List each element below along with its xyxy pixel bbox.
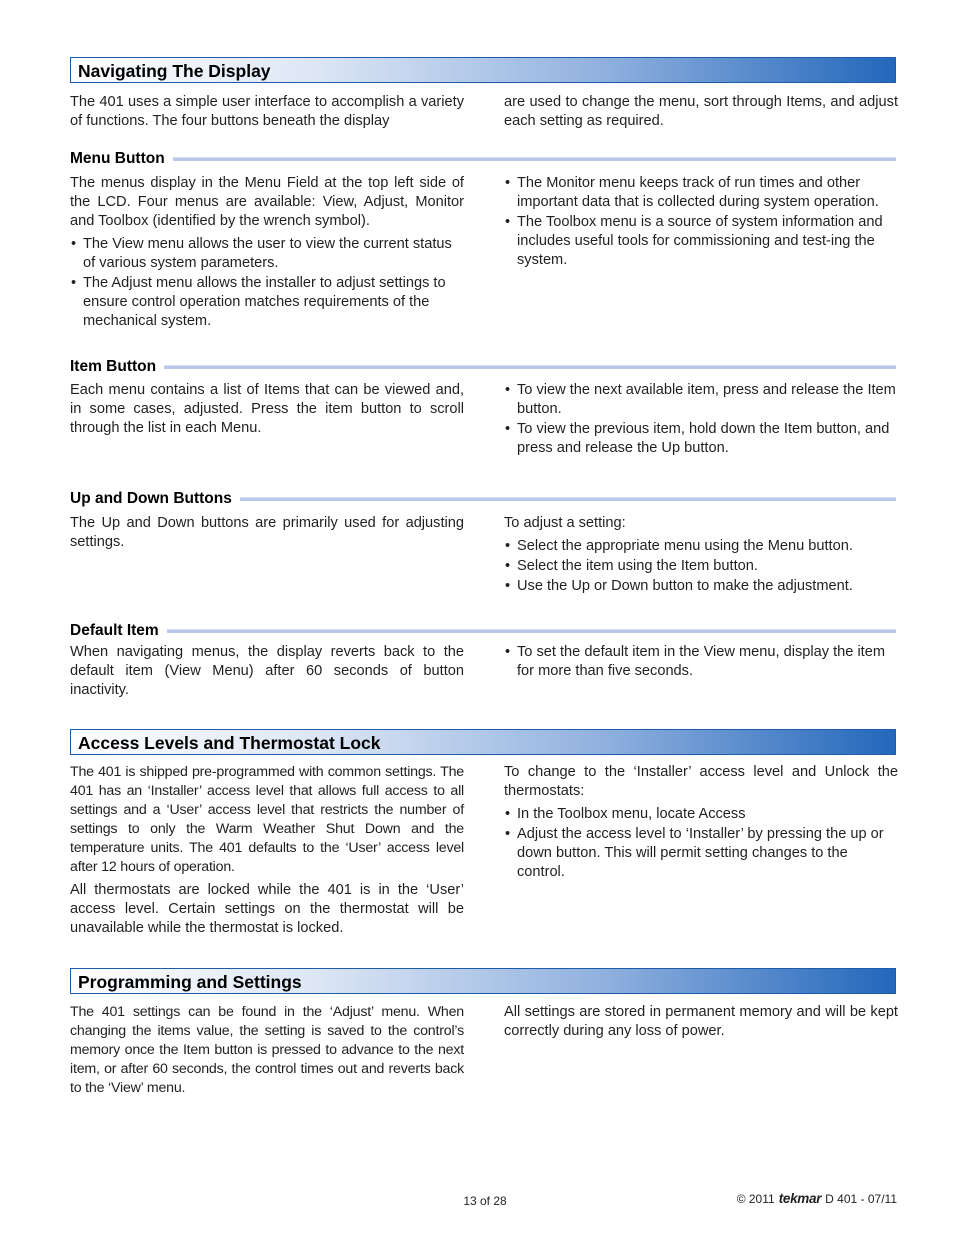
subheading-title: Menu Button <box>70 149 165 167</box>
list-item: • Select the item using the Item button. <box>504 557 898 576</box>
bullet-list <box>504 805 898 882</box>
document-id: D 401 - 07/11 <box>825 1192 897 1206</box>
paragraph: are used to change the menu, sort through Items, and adjust each setting as required. <box>504 94 898 129</box>
list-item: • Adjust the access level to ‘Installer’ by pressing the up or down button. This will permit setting changes to the control. <box>504 825 898 882</box>
access-left-column <box>70 763 464 942</box>
programming-left-column <box>70 1003 464 1102</box>
item-button-right-column <box>504 381 898 459</box>
default-item-right-column <box>504 643 898 682</box>
menu-button-left-column <box>70 174 464 332</box>
subheading-rule <box>173 157 896 161</box>
subheading-title: Up and Down Buttons <box>70 489 232 507</box>
subheading-title: Item Button <box>70 357 157 375</box>
list-item: • The View menu allows the user to view the current status of various system parameters. <box>70 235 464 273</box>
section-header-access-levels <box>70 729 896 755</box>
copyright: © 2011 <box>736 1192 775 1206</box>
brand-logo: tekmar <box>778 1191 822 1206</box>
section-title: Access Levels and Thermostat Lock <box>78 733 381 753</box>
subheading-up-down-buttons <box>70 488 896 508</box>
paragraph: Each menu contains a list of Items that can be viewed and, in some cases, adjusted. Press the item button to scroll through the list in each Menu. <box>70 382 464 436</box>
bullet-list <box>70 235 464 331</box>
paragraph: The 401 is shipped pre-programmed with common settings. The 401 has an ‘Installer’ access level that allows full access to all settings and a ‘User’ access level that restricts the number of settings to only the Warm Weather Shut Down and the temperature units. The 401 defaults to the ‘User’ access level after 12 hours of operation. <box>70 764 464 875</box>
programming-right-column <box>504 1003 898 1045</box>
paragraph: The 401 uses a simple user interface to accomplish a variety of functions. The four buttons beneath the display <box>70 94 464 129</box>
list-item: • Use the Up or Down button to make the adjustment. <box>504 577 898 596</box>
paragraph: The 401 settings can be found in the ‘Adjust’ menu. When changing the items value, the setting is saved to the control’s memory once the Item button is pressed to advance to the next item, or after 60 seconds, the control times out and reverts back to the ‘View’ menu. <box>70 1004 464 1096</box>
paragraph: All settings are stored in permanent memory and will be kept correctly during any loss of power. <box>504 1004 898 1039</box>
bullet-list <box>504 381 898 458</box>
section-title: Programming and Settings <box>78 972 302 992</box>
page-number: 13 of 28 <box>463 1194 507 1208</box>
up-down-right-column <box>504 514 898 597</box>
section-header-navigating <box>70 57 896 83</box>
list-item: • To view the next available item, press and release the Item button. <box>504 381 898 419</box>
footer-info <box>737 1189 897 1209</box>
list-item: • To set the default item in the View menu, display the item for more than five seconds. <box>504 643 898 681</box>
subheading-rule <box>167 629 896 633</box>
list-item: • The Adjust menu allows the installer to adjust settings to ensure control operation matches requirements of the mechanical system. <box>70 274 464 331</box>
item-button-left-column <box>70 381 464 442</box>
section-header-programming <box>70 968 896 994</box>
subheading-rule <box>240 497 896 501</box>
subheading-default-item <box>70 620 896 640</box>
paragraph: To change to the ‘Installer’ access level and Unlock the thermostats: <box>504 764 898 799</box>
list-item: • Select the appropriate menu using the Menu button. <box>504 537 898 556</box>
list-item: • To view the previous item, hold down the Item button, and press and release the Up button. <box>504 420 898 458</box>
list-item: • The Toolbox menu is a source of system information and includes useful tools for commissioning and test-ing the system. <box>504 213 898 270</box>
bullet-list <box>504 643 898 681</box>
paragraph: The menus display in the Menu Field at the top left side of the LCD. Four menus are available: View, Adjust, Monitor and Toolbox (identified by the wrench symbol). <box>70 175 464 229</box>
bullet-list <box>504 537 898 596</box>
list-item: • The Monitor menu keeps track of run times and other important data that is collected during system operation. <box>504 174 898 212</box>
menu-button-right-column <box>504 174 898 271</box>
navigating-left-column <box>70 93 464 135</box>
paragraph: When navigating menus, the display reverts back to the default item (View Menu) after 60 seconds of button inactivity. <box>70 644 464 698</box>
bullet-list <box>504 174 898 270</box>
subheading-item-button <box>70 356 896 376</box>
section-title: Navigating The Display <box>78 61 271 81</box>
paragraph: To adjust a setting: <box>504 515 626 531</box>
access-right-column <box>504 763 898 883</box>
paragraph: All thermostats are locked while the 401 is in the ‘User’ access level. Certain settings on the thermostat will be unavailable while the thermostat is locked. <box>70 882 464 936</box>
up-down-left-column <box>70 514 464 556</box>
list-item: • In the Toolbox menu, locate Access <box>504 805 898 824</box>
default-item-left-column <box>70 643 464 704</box>
subheading-title: Default Item <box>70 621 159 639</box>
paragraph: The Up and Down buttons are primarily used for adjusting settings. <box>70 515 464 550</box>
navigating-right-column <box>504 93 898 135</box>
subheading-menu-button <box>70 148 896 168</box>
subheading-rule <box>164 365 896 369</box>
